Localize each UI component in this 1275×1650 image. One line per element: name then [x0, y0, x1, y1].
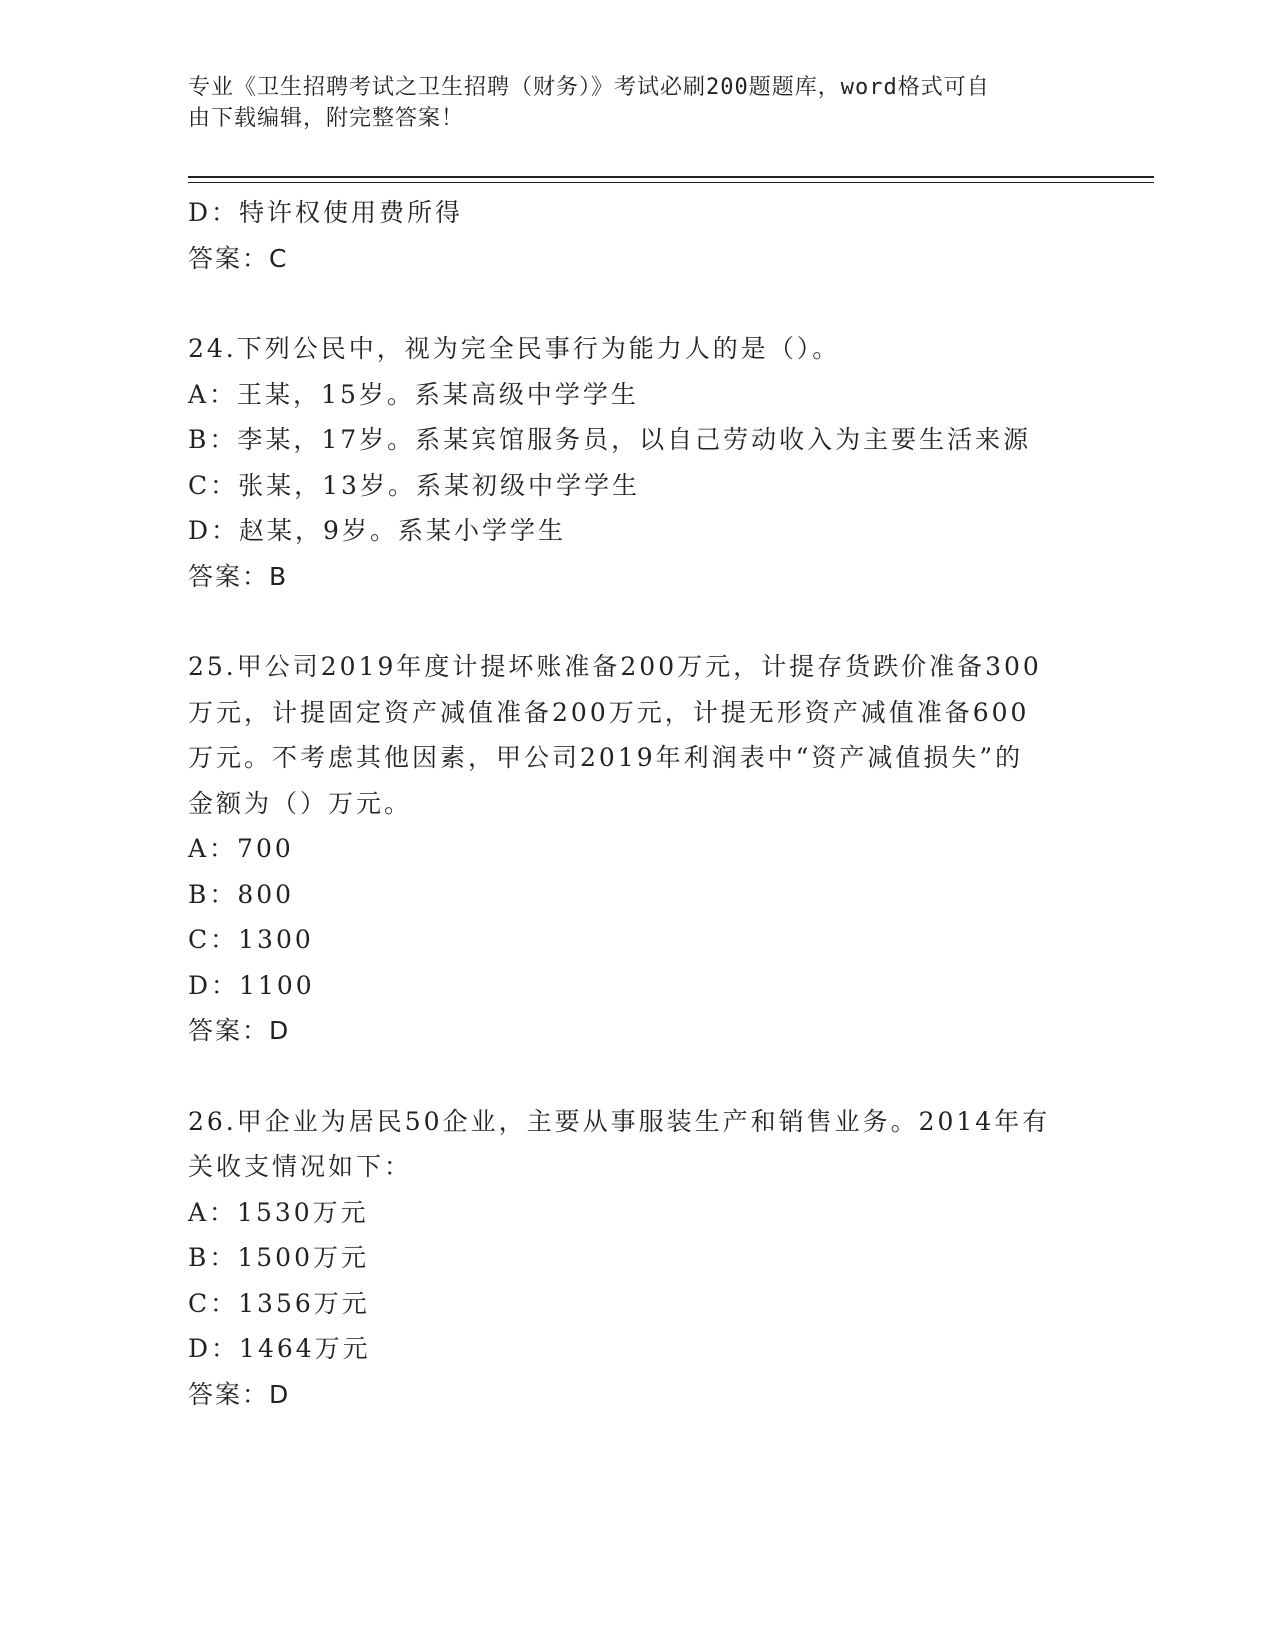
question-stem-line: 金额为（）万元。	[188, 788, 413, 818]
option-b: B：800	[188, 879, 295, 909]
header-line-2: 由下载编辑，附完整答案！	[188, 106, 465, 131]
option-a: A：王某，15岁。系某高级中学学生	[188, 379, 639, 409]
option-a: A：1530万元	[188, 1197, 369, 1227]
spacer	[188, 281, 1088, 326]
option-b: B：1500万元	[188, 1243, 369, 1272]
question-stem-line: 24.下列公民中，视为完全民事行为能力人的是（）。	[188, 334, 841, 363]
question-26	[188, 1099, 1088, 1418]
question-stem-line: 万元，计提固定资产减值准备200万元，计提无形资产减值准备600	[188, 697, 1030, 727]
option-c: C：1300	[188, 925, 314, 954]
option-c: C：1356万元	[188, 1288, 370, 1318]
document-body	[188, 190, 1088, 1417]
spacer	[188, 1054, 1088, 1099]
question-answer: 答案：D	[188, 1016, 291, 1045]
document-header	[188, 72, 1068, 134]
option-b: B：李某，17岁。系某宾馆服务员，以自己劳动收入为主要生活来源	[188, 425, 1032, 454]
question-answer: 答案：B	[188, 561, 289, 591]
header-divider-thin	[188, 182, 1154, 183]
option-d: D：赵某，9岁。系某小学学生	[188, 516, 566, 545]
option-d: D：1100	[188, 970, 315, 1000]
question-25	[188, 644, 1088, 1054]
question-stem-line: 关收支情况如下：	[188, 1152, 413, 1181]
question-stem-line: 25.甲公司2019年度计提坏账准备200万元，计提存货跌价准备300	[188, 652, 1042, 681]
prev-question-option-d: D：特许权使用费所得	[188, 198, 464, 227]
question-answer: 答案：D	[188, 1379, 291, 1409]
question-stem-line: 26.甲企业为居民50企业，主要从事服装生产和销售业务。2014年有	[188, 1106, 1051, 1136]
option-d: D：1464万元	[188, 1334, 371, 1363]
header-divider-thick	[188, 176, 1154, 178]
prev-question-answer: 答案：C	[188, 243, 289, 273]
option-a: A：700	[188, 834, 294, 863]
question-stem-line: 万元。不考虑其他因素，甲公司2019年利润表中“资产减值损失”的	[188, 743, 1024, 772]
option-c: C：张某，13岁。系某初级中学学生	[188, 470, 640, 500]
question-24	[188, 326, 1088, 599]
spacer	[188, 599, 1088, 644]
header-line-1: 专业《卫生招聘考试之卫生招聘（财务）》考试必刷200题题库，word格式可自	[188, 75, 990, 100]
